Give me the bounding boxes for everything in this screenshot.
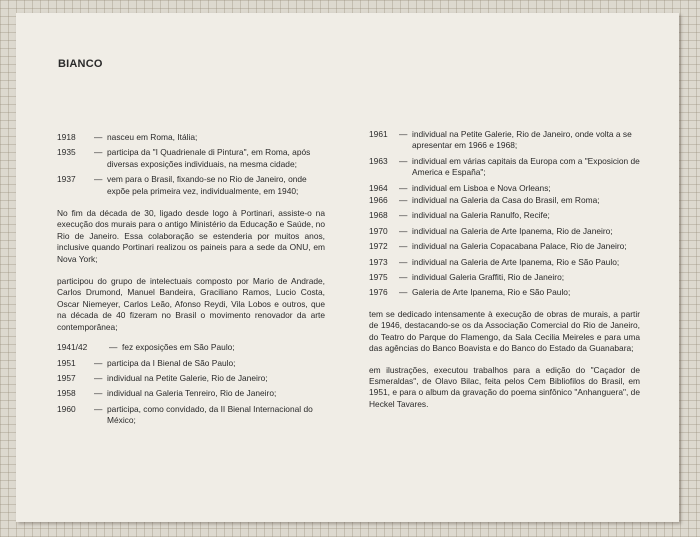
entry-text: Galeria de Arte Ipanema, Rio e São Paulo; xyxy=(412,287,571,298)
entry-dash: — xyxy=(94,372,103,383)
entry-dash: — xyxy=(399,129,408,139)
timeline-entry xyxy=(369,183,640,194)
entry-dash: — xyxy=(399,182,408,193)
entry-year: 1968 xyxy=(369,210,388,221)
entry-year: 1935 xyxy=(57,147,76,158)
timeline-entry xyxy=(369,226,640,237)
entry-text: participa da I Bienal de São Paulo; xyxy=(107,357,236,368)
entry-text: individual Galeria Graffiti, Rio de Janeiro; xyxy=(412,272,565,283)
entry-text: individual na Petite Galerie, Rio de Janeiro, onde volta a se apresentar em 1966 e 1968; xyxy=(412,129,632,151)
biography-paragraph-portinari: No fim da década de 30, ligado desde logo à Portinari, assiste-o na execução dos murais para o antigo Ministério da Educação e Saúde, no Rio de Janeiro. Essa colaboração se estenderia por muitos anos, inclusive quando Portinari realizou os paineis para a sede da ONU, em Nova York; xyxy=(57,208,325,264)
entry-text: nasceu em Roma, Itália; xyxy=(107,132,198,142)
timeline-entry xyxy=(369,129,640,152)
timeline-entry xyxy=(57,373,325,384)
timeline-entry xyxy=(57,147,325,170)
entry-year: 1973 xyxy=(369,256,388,267)
timeline-entry xyxy=(369,287,640,298)
timeline-entry xyxy=(57,174,325,197)
entry-text: participa da "I Quadrienale di Pintura", em Roma, após diversas exposições individuais, na mesma cidade; xyxy=(107,147,311,169)
timeline-entry xyxy=(57,342,325,353)
entry-text: individual na Petite Galerie, Rio de Janeiro; xyxy=(107,372,268,383)
entry-dash: — xyxy=(109,342,118,353)
entry-text: individual na Galeria Ranulfo, Recife; xyxy=(412,210,550,221)
entry-text: fez exposições em São Paulo; xyxy=(122,342,235,353)
timeline-group-middle xyxy=(57,342,325,426)
entry-year: 1964 xyxy=(369,182,388,193)
timeline-entry xyxy=(57,132,325,143)
entry-text: individual na Galeria da Casa do Brasil, em Roma; xyxy=(412,195,600,206)
entry-dash: — xyxy=(399,225,408,236)
entry-year: 1972 xyxy=(369,241,388,252)
timeline-entry xyxy=(369,257,640,268)
entry-text: individual na Galeria Tenreiro, Rio de Janeiro; xyxy=(107,388,277,399)
entry-text: individual na Galeria de Arte Ipanema, Rio e São Paulo; xyxy=(412,256,620,267)
entry-dash: — xyxy=(94,174,103,185)
entry-year: 1958 xyxy=(57,388,76,399)
biography-paragraph-murals: tem se dedicado intensamente à execução de obras de murais, a partir de 1946, destacando-se os da Associação Comercial do Rio de Janeiro, do Teatro do Parque do Flamengo, da Sala Cecilia Meireles e para uma das agências do Banco Boavista e do Banco do Estado da Guanabara; xyxy=(369,308,640,354)
entry-year: 1975 xyxy=(369,272,388,283)
entry-year: 1941/42 xyxy=(57,342,88,353)
entry-dash: — xyxy=(399,241,408,252)
entry-text: participa, como convidado, da II Bienal Internacional do México; xyxy=(107,403,313,426)
timeline-entry xyxy=(369,272,640,283)
entry-year: 1961 xyxy=(369,129,388,139)
entry-year: 1963 xyxy=(369,155,388,166)
entry-year: 1976 xyxy=(369,287,388,298)
entry-dash: — xyxy=(399,210,408,221)
timeline-entry xyxy=(369,241,640,252)
biography-paragraph-illustrations: em ilustrações, executou trabalhos para a edição do "Caçador de Esmeraldas", de Olavo Bilac, feita pelos Cem Bibliofilos do Brasil, em 1951, e para o album da gravação do poema sinfônico "Anhanguera", de Heckel Tavares. xyxy=(369,364,640,409)
entry-dash: — xyxy=(94,357,103,368)
entry-dash: — xyxy=(94,132,103,142)
entry-year: 1960 xyxy=(57,403,76,414)
entry-dash: — xyxy=(399,272,408,283)
entry-dash: — xyxy=(399,195,408,206)
timeline-entry xyxy=(57,388,325,399)
entry-dash: — xyxy=(399,155,408,166)
entry-year: 1966 xyxy=(369,195,388,206)
entry-year: 1918 xyxy=(57,132,76,142)
entry-text: individual em várias capitais da Europa com a "Exposicion de America e España"; xyxy=(412,155,640,178)
left-column xyxy=(57,132,325,431)
entry-year: 1937 xyxy=(57,174,76,185)
entry-dash: — xyxy=(94,403,103,414)
entry-dash: — xyxy=(399,287,408,298)
entry-dash: — xyxy=(399,256,408,267)
entry-year: 1957 xyxy=(57,372,76,383)
entry-dash: — xyxy=(94,388,103,399)
entry-text: individual na Galeria Copacabana Palace, Rio de Janeiro; xyxy=(412,241,627,252)
entry-text: individual em Lisboa e Nova Orleans; xyxy=(412,182,551,193)
right-column xyxy=(369,129,640,420)
entry-dash: — xyxy=(94,147,103,158)
entry-year: 1951 xyxy=(57,357,76,368)
entry-text: individual na Galeria de Arte Ipanema, Rio de Janeiro; xyxy=(412,225,613,236)
timeline-entry xyxy=(369,156,640,179)
entry-text: vem para o Brasil, fixando-se no Rio de Janeiro, onde expõe pela primeira vez, individualmente, em 1940; xyxy=(107,174,307,196)
timeline-entry xyxy=(369,195,640,206)
biography-paragraph-intellectuals: participou do grupo de intelectuais composto por Mario de Andrade, Carlos Drumond, Manuel Bandeira, Graciliano Ramos, Lucio Costa, Oscar Niemeyer, Carlos Leão, Afonso Reydi, Vila Lobos e outros, que na década de 40 fizeram no Brasil o movimento renovador da arte contemporânea; xyxy=(57,276,325,332)
timeline-group-early xyxy=(57,132,325,197)
timeline-entry xyxy=(57,404,325,427)
page-title: BIANCO xyxy=(58,58,103,70)
entry-year: 1970 xyxy=(369,225,388,236)
timeline-entry xyxy=(369,210,640,221)
timeline-entry xyxy=(57,358,325,369)
timeline-group-late xyxy=(369,129,640,299)
